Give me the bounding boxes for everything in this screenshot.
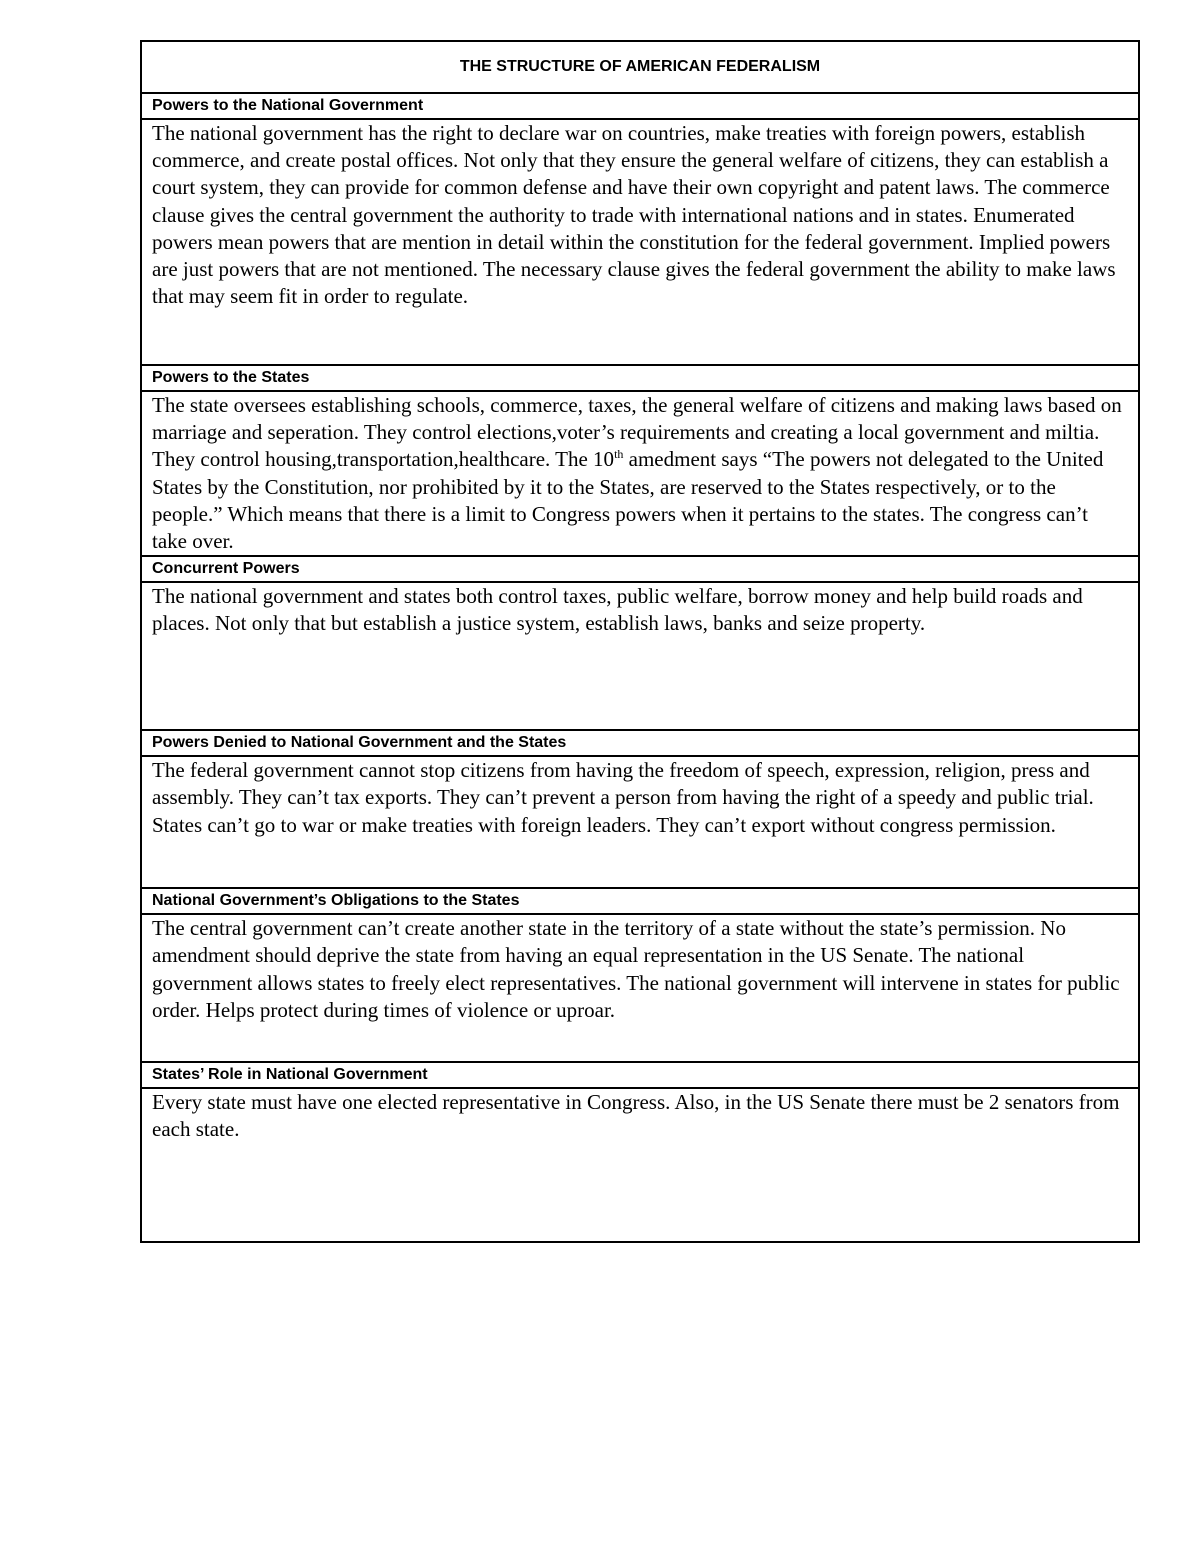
state-powers-text-part2: amedment says “The powers not delegated to the United States by the Constitution, nor prohibited by it to the States, are reserved to the States respectively, or to the people.” Which means that there is a limit to Congress powers when it pertains to the states. The congress can’t take over. (152, 447, 1104, 554)
section-body-row (141, 1088, 1139, 1242)
section-heading-national-powers: Powers to the National Government (141, 93, 1139, 119)
section-body-concurrent-powers: The national government and states both control taxes, public welfare, borrow money and help build roads and places. Not only that but establish a justice system, establish laws, banks and seize property. (141, 582, 1139, 730)
section-body-powers-denied: The federal government cannot stop citizens from having the freedom of speech, expression, religion, press and assembly. They can’t tax exports. They can’t prevent a person from having the right of a speedy and public trial. States can’t go to war or make treaties with foreign leaders. They can’t export without congress permission. (141, 756, 1139, 888)
section-heading-row (141, 730, 1139, 756)
section-heading-states-role: States’ Role in National Government (141, 1062, 1139, 1088)
section-body-row (141, 391, 1139, 556)
section-heading-row (141, 1062, 1139, 1088)
section-body-national-powers: The national government has the right to declare war on countries, make treaties with foreign powers, establish commerce, and create postal offices. Not only that they ensure the general welfare of citizens, they can establish a court system, they can provide for common defense and have their own copyright and patent laws. The commerce clause gives the central government the authority to trade with international nations and in states. Enumerated powers mean powers that are mention in detail within the constitution for the federal government. Implied powers are just powers that are not mentioned. The necessary clause gives the federal government the ability to make laws that may seem fit in order to regulate. (141, 119, 1139, 365)
title-row (141, 41, 1139, 93)
document-title: THE STRUCTURE OF AMERICAN FEDERALISM (141, 41, 1139, 93)
section-body-states-role: Every state must have one elected representative in Congress. Also, in the US Senate there must be 2 senators from each state. (141, 1088, 1139, 1242)
federalism-table (140, 40, 1140, 1243)
section-heading-concurrent-powers: Concurrent Powers (141, 556, 1139, 582)
section-heading-state-powers: Powers to the States (141, 365, 1139, 391)
section-body-state-powers (141, 391, 1139, 556)
state-powers-text-part1: The state oversees establishing schools, commerce, taxes, the general welfare of citizens and making laws based on marriage and seperation. They control elections,voter’s requirements and creating a local government and miltia. They control housing,transportation,healthcare. The 10 (152, 393, 1122, 472)
section-body-row (141, 914, 1139, 1062)
section-heading-row (141, 365, 1139, 391)
section-body-row (141, 756, 1139, 888)
section-body-row (141, 119, 1139, 365)
section-heading-row (141, 93, 1139, 119)
section-body-national-obligations: The central government can’t create another state in the territory of a state without the state’s permission. No amendment should deprive the state from having an equal representation in the US Senate. The national government allows states to freely elect representatives. The national government will intervene in states for public order. Helps protect during times of violence or uproar. (141, 914, 1139, 1062)
section-heading-powers-denied: Powers Denied to National Government and the States (141, 730, 1139, 756)
ordinal-superscript: th (614, 447, 624, 462)
section-body-row (141, 582, 1139, 730)
section-heading-row (141, 556, 1139, 582)
section-heading-national-obligations: National Government’s Obligations to the States (141, 888, 1139, 914)
section-heading-row (141, 888, 1139, 914)
